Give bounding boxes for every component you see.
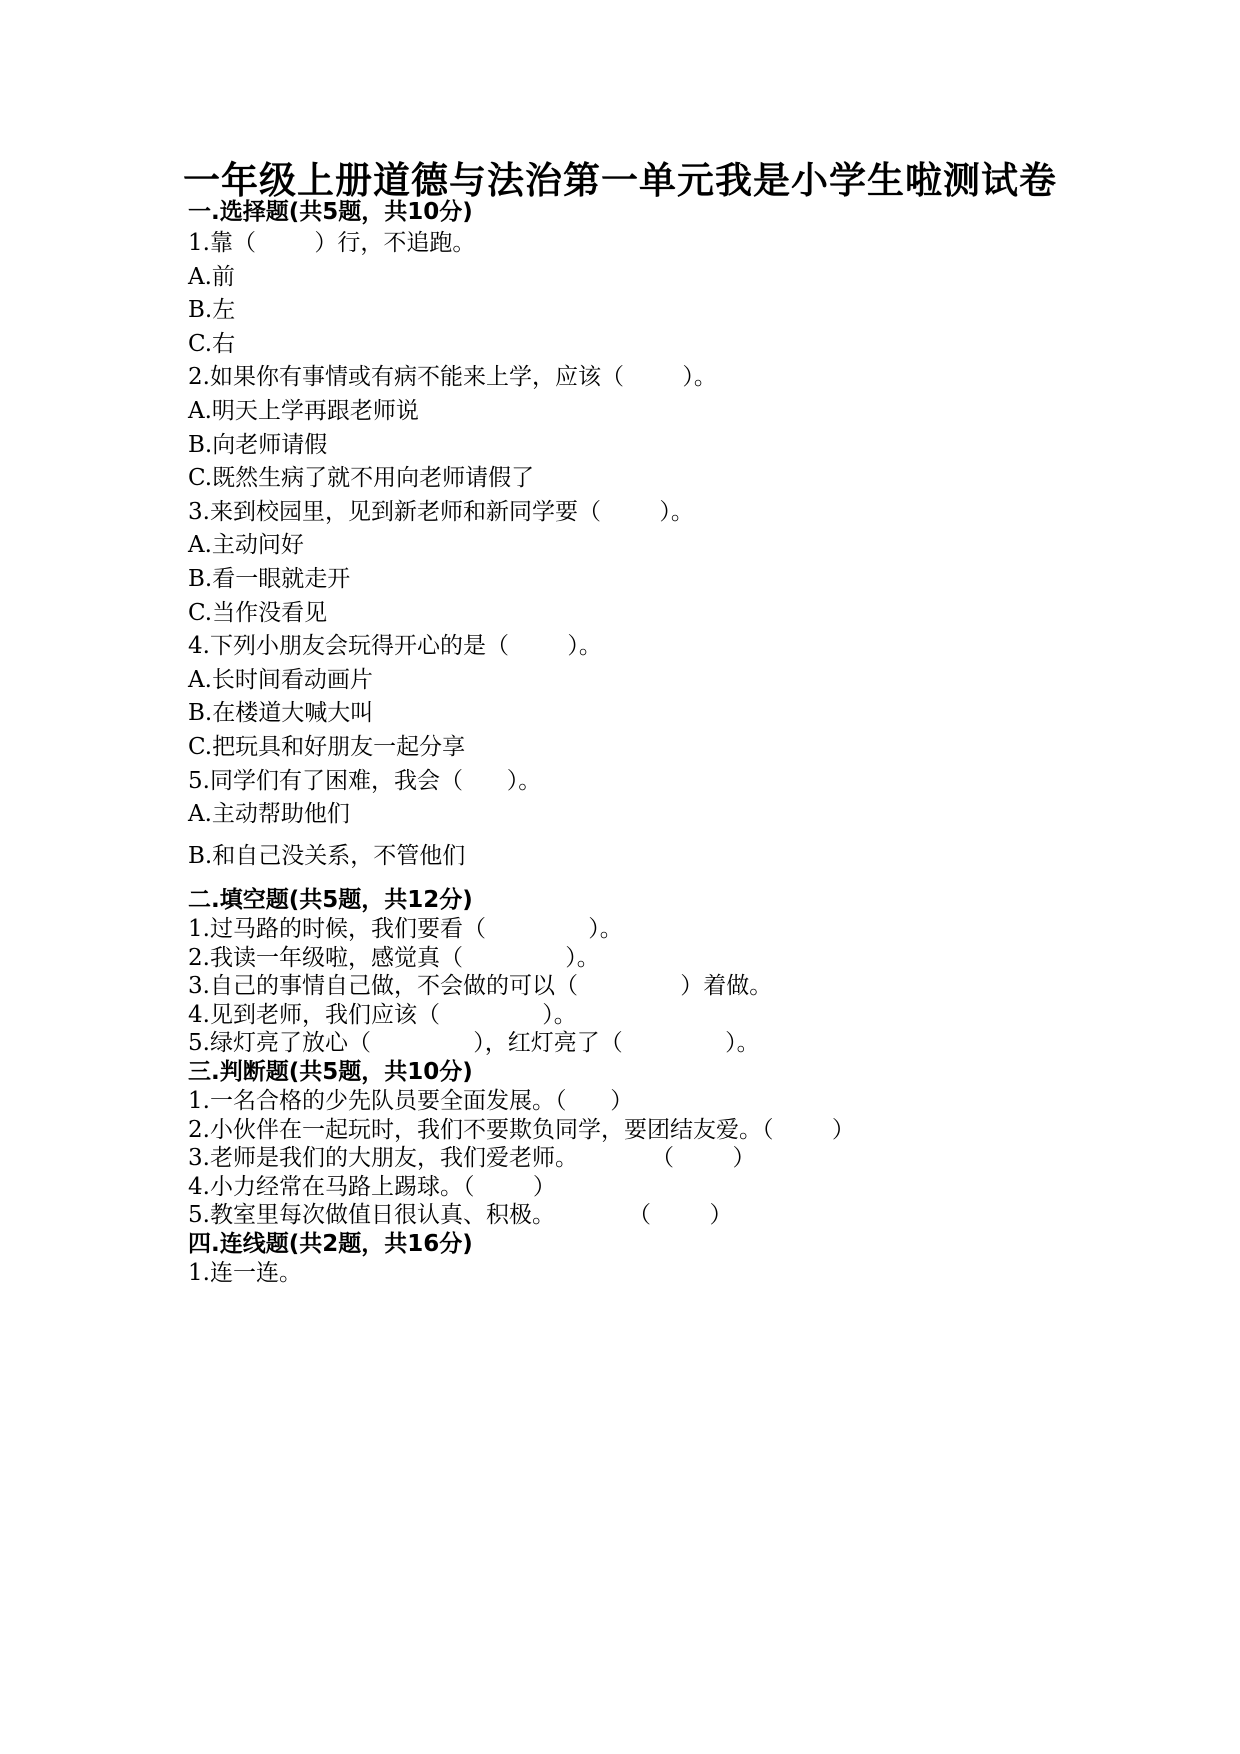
question-line: 4.见到老师，我们应该（ ）。: [188, 1001, 577, 1028]
question-line: 5.同学们有了困难，我会（ ）。: [188, 767, 542, 794]
option-line: B.和自己没关系，不管他们: [188, 842, 466, 869]
question-line: 1.靠（ ）行，不追跑。: [188, 230, 476, 256]
option-line: C.把玩具和好朋友一起分享: [188, 733, 466, 760]
question-line: 2.小伙伴在一起玩时，我们不要欺负同学，要团结友爱。（ ）: [188, 1116, 855, 1143]
section-heading: 二.填空题(共5题，共12分): [188, 887, 473, 914]
question-line: 3.老师是我们的大朋友，我们爱老师。 （ ）: [188, 1145, 756, 1172]
question-line: 1.连一连。: [188, 1260, 302, 1287]
option-line: C.当作没看见: [188, 599, 328, 626]
question-line: 2.我读一年级啦，感觉真（ ）。: [188, 944, 600, 971]
option-line: B.向老师请假: [188, 431, 328, 458]
question-line: 5.绿灯亮了放心（ ），红灯亮了（ ）。: [188, 1029, 760, 1056]
option-line: B.左: [188, 297, 236, 324]
question-line: 3.来到校园里，见到新老师和新同学要（ ）。: [188, 498, 694, 525]
section-fill-blank: [188, 885, 1188, 1057]
section-heading: 四.连线题(共2题，共16分): [188, 1231, 473, 1258]
option-line: C.右: [188, 330, 236, 357]
spacer: [188, 873, 1188, 885]
question-line: 3.自己的事情自己做，不会做的可以（ ）着做。: [188, 973, 773, 1000]
section-matching: [188, 1229, 1188, 1287]
question-line: 5.教室里每次做值日很认真、积极。 （ ）: [188, 1201, 733, 1228]
question-line: 4.下列小朋友会玩得开心的是（ ）。: [188, 633, 602, 660]
option-line: A.长时间看动画片: [188, 666, 373, 693]
option-line: B.在楼道大喊大叫: [188, 700, 374, 727]
exam-content: [188, 197, 1188, 1288]
page-title: 一年级上册道德与法治第一单元我是小学生啦测试卷: [183, 159, 1057, 202]
spacer: [188, 832, 1188, 840]
option-line: B.看一眼就走开: [188, 565, 351, 592]
option-line: C.既然生病了就不用向老师请假了: [188, 465, 535, 492]
question-line: 1.一名合格的少先队员要全面发展。（ ）: [188, 1088, 634, 1115]
question-line: 4.小力经常在马路上踢球。（ ）: [188, 1173, 556, 1200]
section-heading: 三.判断题(共5题，共10分): [188, 1059, 473, 1086]
section-heading: 一.选择题(共5题，共10分): [188, 199, 473, 225]
question-line: 2.如果你有事情或有病不能来上学，应该（ ）。: [188, 364, 717, 391]
option-line: A.前: [188, 263, 235, 290]
question-line: 1.过马路的时候，我们要看（ ）。: [188, 916, 623, 943]
option-line: A.主动帮助他们: [188, 801, 350, 828]
section-judgement: [188, 1057, 1188, 1229]
option-line: A.主动问好: [188, 532, 304, 559]
option-line: A.明天上学再跟老师说: [188, 397, 419, 424]
section-choice: [188, 197, 1188, 873]
